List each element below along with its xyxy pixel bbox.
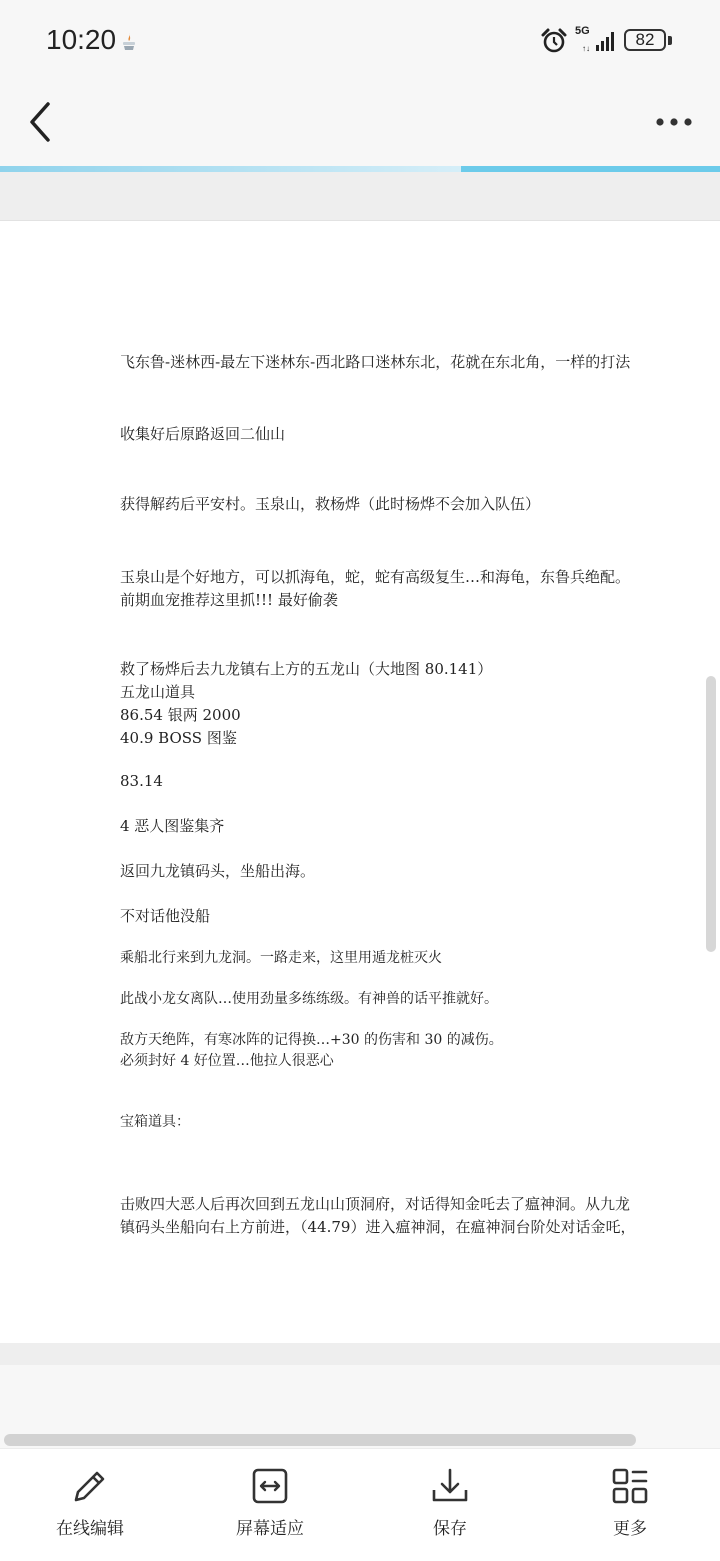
doc-paragraph: 击败四大恶人后再次回到五龙山山顶洞府，对话得知金吒去了瘟神洞。从九龙: [120, 1195, 631, 1213]
fit-screen-icon: [250, 1466, 290, 1506]
more-options-button[interactable]: [650, 108, 698, 136]
doc-paragraph: 不对话他没船: [120, 907, 211, 925]
doc-paragraph: 玉泉山是个好地方，可以抓海龟，蛇，蛇有高级复生…和海龟，东鲁兵绝配。: [120, 568, 631, 586]
doc-paragraph: 敌方天绝阵，有寒冰阵的记得换…+30 的伤害和 30 的减伤。: [120, 1032, 503, 1048]
svg-text:↑↓: ↑↓: [582, 44, 590, 53]
chevron-left-icon: [22, 98, 62, 146]
signal-icon: [582, 30, 618, 53]
pencil-icon: [70, 1466, 110, 1506]
doc-paragraph: 收集好后原路返回二仙山: [120, 425, 286, 443]
doc-paragraph: 83.14: [120, 772, 163, 790]
doc-paragraph: 40.9 BOSS 图鉴: [120, 729, 237, 747]
doc-paragraph: 前期血宠推荐这里抓!!! 最好偷袭: [120, 591, 338, 609]
vertical-scrollbar[interactable]: [706, 676, 716, 952]
battery-indicator: 82: [624, 29, 666, 51]
nav-bar: [0, 80, 720, 166]
more-button[interactable]: [570, 1466, 690, 1546]
doc-paragraph: 4 恶人图鉴集齐: [120, 817, 225, 835]
status-bar: [0, 0, 720, 80]
more-dots-icon: [650, 108, 698, 136]
document-page: [0, 220, 720, 1344]
back-button[interactable]: [22, 98, 62, 146]
network-type-label: 5G: [575, 25, 590, 37]
page-gutter-top: [0, 172, 720, 220]
page-gutter-bottom: [0, 1343, 720, 1365]
doc-paragraph: 此战小龙女离队…使用劲量多练练级。有神兽的话平推就好。: [120, 991, 498, 1007]
doc-paragraph: 宝箱道具：: [120, 1114, 190, 1130]
horizontal-scrollbar[interactable]: [4, 1434, 636, 1446]
save-label: 保存: [433, 1519, 467, 1539]
more-label: 更多: [613, 1519, 647, 1539]
doc-paragraph: 救了杨烨后去九龙镇右上方的五龙山（大地图 80.141）: [120, 660, 493, 678]
doc-paragraph: 86.54 银两 2000: [120, 706, 241, 724]
fit-screen-label: 屏幕适应: [236, 1519, 304, 1539]
doc-paragraph: 获得解药后平安村。玉泉山，救杨烨（此时杨烨不会加入队伍）: [120, 495, 541, 513]
doc-paragraph: 返回九龙镇码头，坐船出海。: [120, 862, 316, 880]
alarm-icon: [541, 28, 567, 54]
doc-paragraph: 五龙山道具: [120, 683, 196, 701]
download-icon: [430, 1466, 470, 1506]
doc-paragraph: 飞东鲁-迷林西-最左下迷林东-西北路口迷林东北，花就在东北角，一样的打法: [120, 353, 631, 371]
online-edit-label: 在线编辑: [56, 1519, 124, 1539]
online-edit-button[interactable]: [30, 1466, 150, 1546]
fit-screen-button[interactable]: [210, 1466, 330, 1546]
grid-icon: [610, 1466, 650, 1506]
battery-tip: [668, 36, 672, 45]
doc-paragraph: 乘船北行来到九龙洞。一路走来，这里用遁龙桩灭火: [120, 950, 442, 966]
status-time: 10:20: [46, 24, 117, 55]
notification-icon: [120, 30, 138, 52]
save-button[interactable]: [390, 1466, 510, 1546]
doc-paragraph: 镇码头坐船向右上方前进，（44.79）进入瘟神洞，在瘟神洞台阶处对话金吒，: [120, 1218, 636, 1236]
doc-paragraph: 必须封好 4 好位置…他拉人很恶心: [120, 1053, 334, 1069]
